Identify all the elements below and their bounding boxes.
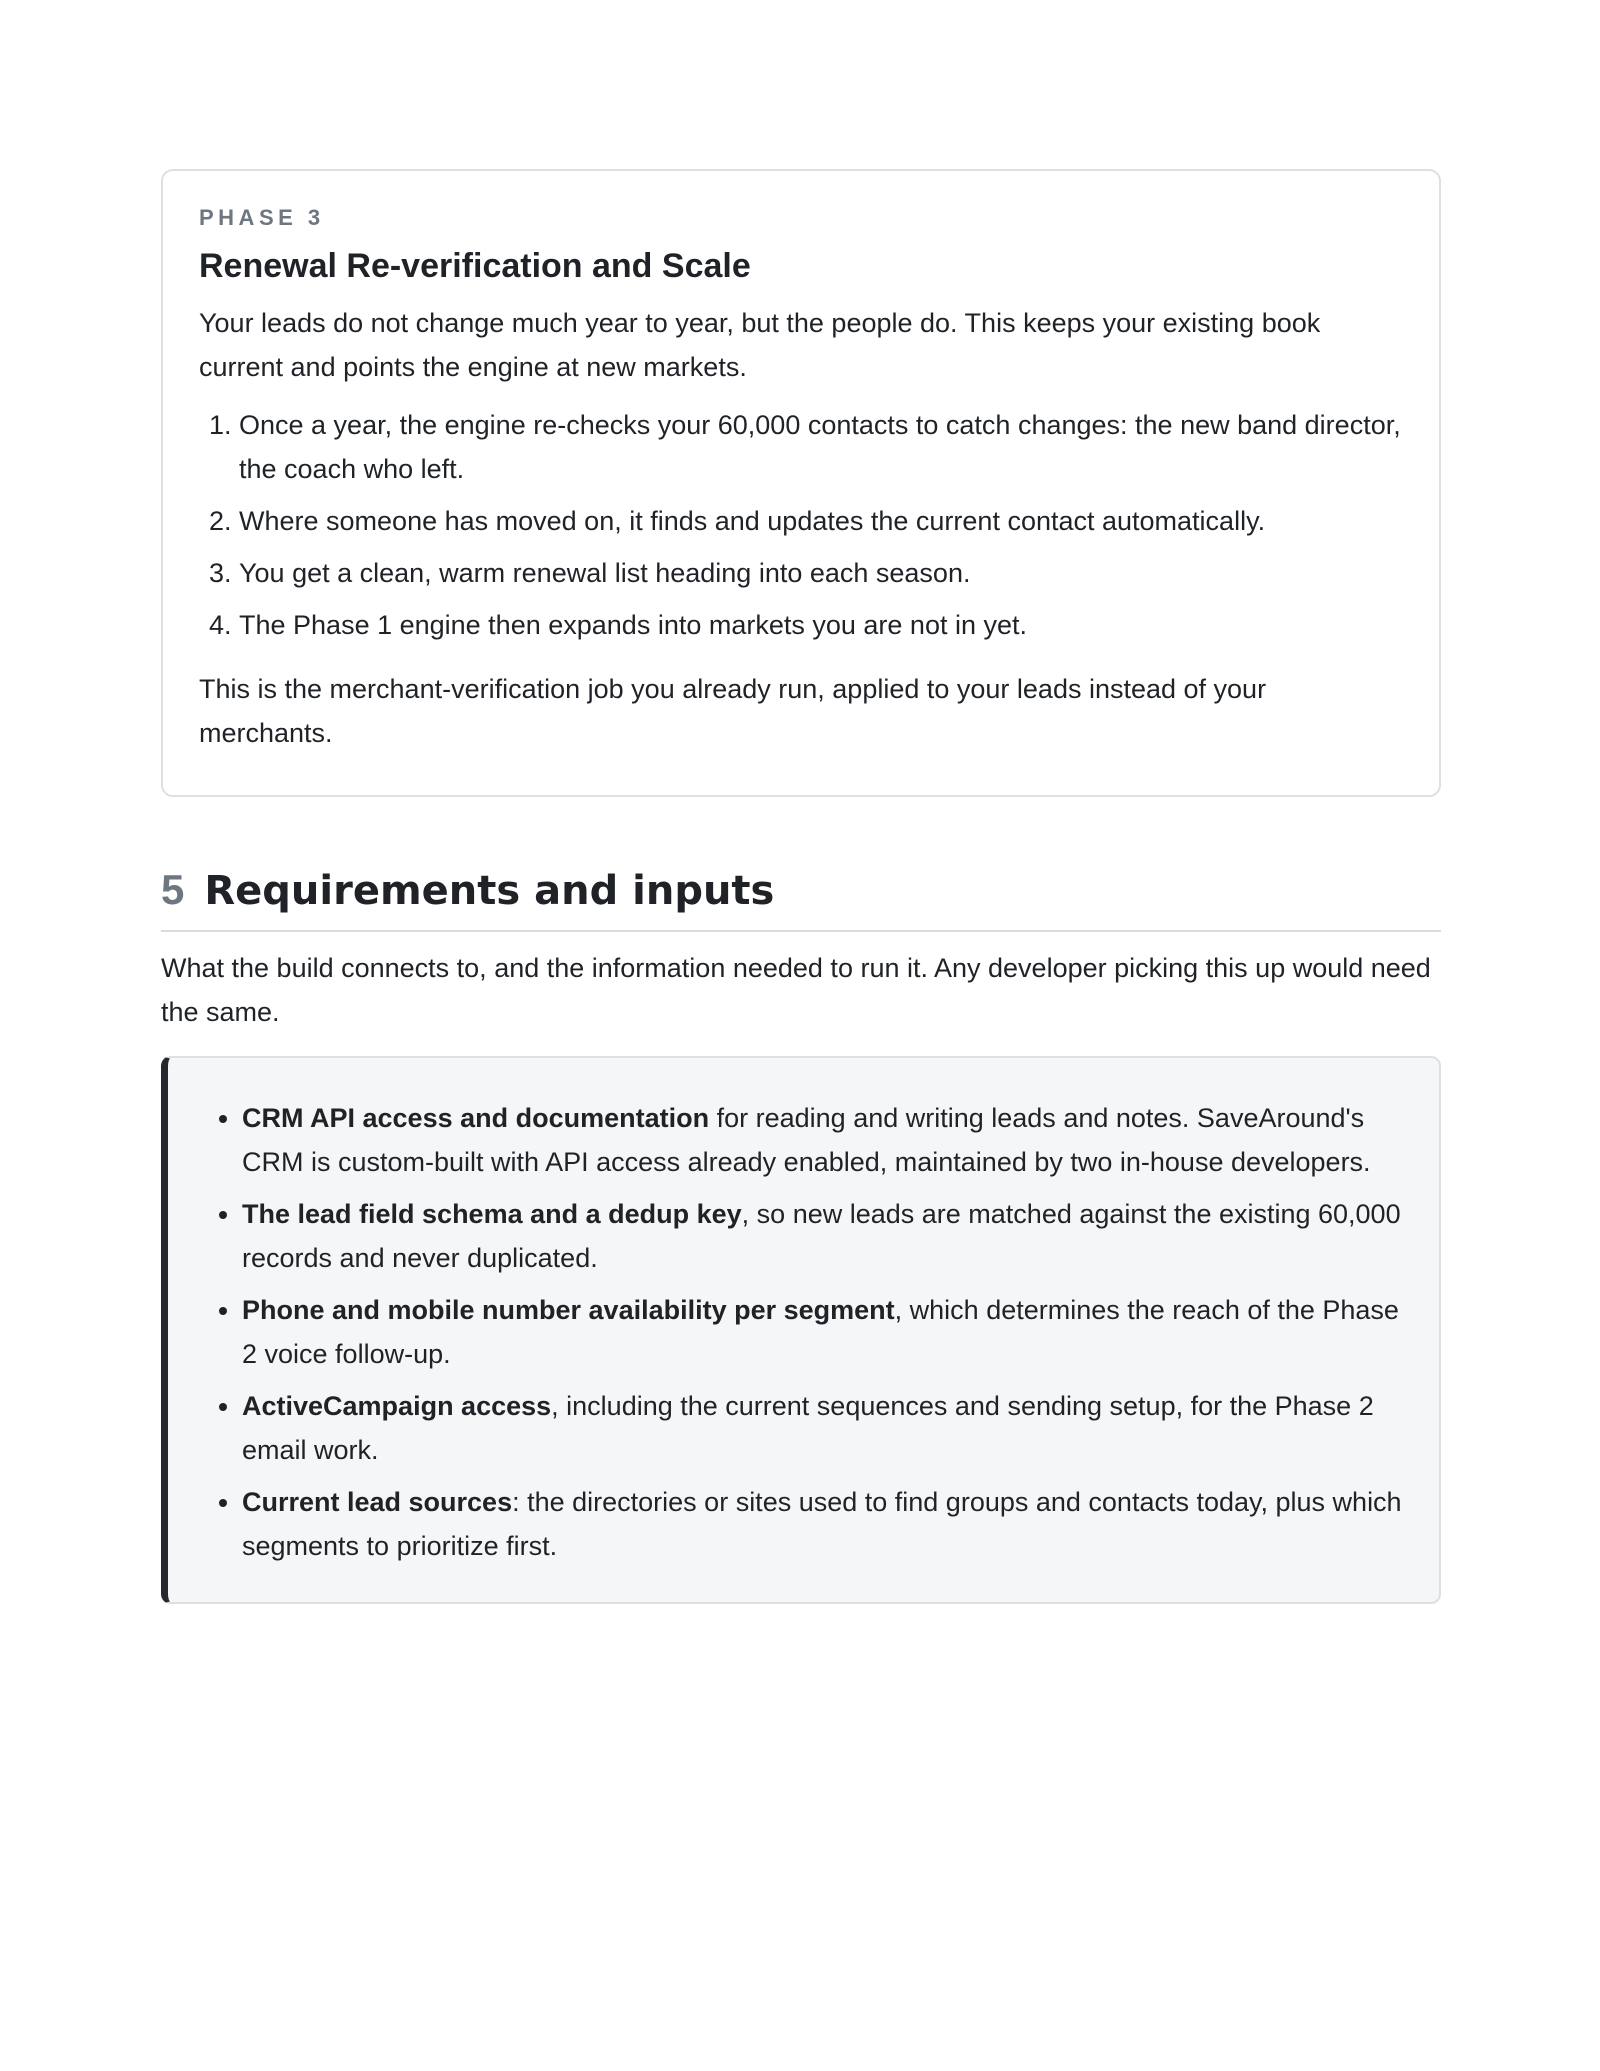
list-item: 2. Where someone has moved on, it finds and updates the current contact automatically.	[239, 499, 1403, 543]
requirement-text: , including the current sequences and sending setup, for the Phase 2 email work.	[242, 1391, 1374, 1465]
phase-eyebrow: PHASE 3	[199, 205, 325, 230]
requirement-title: Phone and mobile number availability per segment	[242, 1295, 895, 1325]
requirement-title: ActiveCampaign access	[242, 1391, 552, 1421]
requirement-title: Current lead sources	[242, 1487, 513, 1517]
document-page	[161, 169, 1441, 1604]
phase-outro: This is the merchant-verification job you already run, applied to your leads instead of your merchants.	[199, 674, 1267, 748]
section-heading	[161, 865, 1441, 932]
list-item	[242, 1288, 1403, 1376]
list-item	[242, 1480, 1403, 1568]
list-item	[242, 1096, 1403, 1184]
list-item	[242, 1192, 1403, 1280]
phase-steps-list	[199, 403, 1403, 647]
list-item: 1. Once a year, the engine re-checks your 60,000 contacts to catch changes: the new band director, the coach who left.	[239, 403, 1403, 491]
section-title: Requirements and inputs	[204, 868, 775, 914]
list-item: 4. The Phase 1 engine then expands into markets you are not in yet.	[239, 603, 1403, 647]
phase-card	[161, 169, 1441, 797]
section-intro: What the build connects to, and the information needed to run it. Any developer picking this up would need the same.	[161, 953, 1431, 1027]
requirement-text: for reading and writing leads and notes. SaveAround's CRM is custom-built with API access already enabled, maintained by two in-house developers.	[242, 1103, 1371, 1177]
phase-title: Renewal Re-verification and Scale	[199, 247, 751, 285]
list-item	[242, 1384, 1403, 1472]
phase-intro: Your leads do not change much year to year, but the people do. This keeps your existing book current and points the engine at new markets.	[199, 308, 1321, 382]
requirements-callout	[161, 1056, 1441, 1604]
requirement-title: CRM API access and documentation	[242, 1103, 710, 1133]
requirement-title: The lead field schema and a dedup key	[242, 1199, 742, 1229]
requirement-text: : the directories or sites used to find groups and contacts today, plus which segments to prioritize first.	[242, 1487, 1402, 1561]
requirement-text: , so new leads are matched against the existing 60,000 records and never duplicated.	[242, 1199, 1401, 1273]
requirement-text: , which determines the reach of the Phase 2 voice follow-up.	[242, 1295, 1399, 1369]
requirements-list	[208, 1096, 1403, 1568]
list-item: 3. You get a clean, warm renewal list heading into each season.	[239, 551, 1403, 595]
section-number: 5	[161, 866, 185, 913]
